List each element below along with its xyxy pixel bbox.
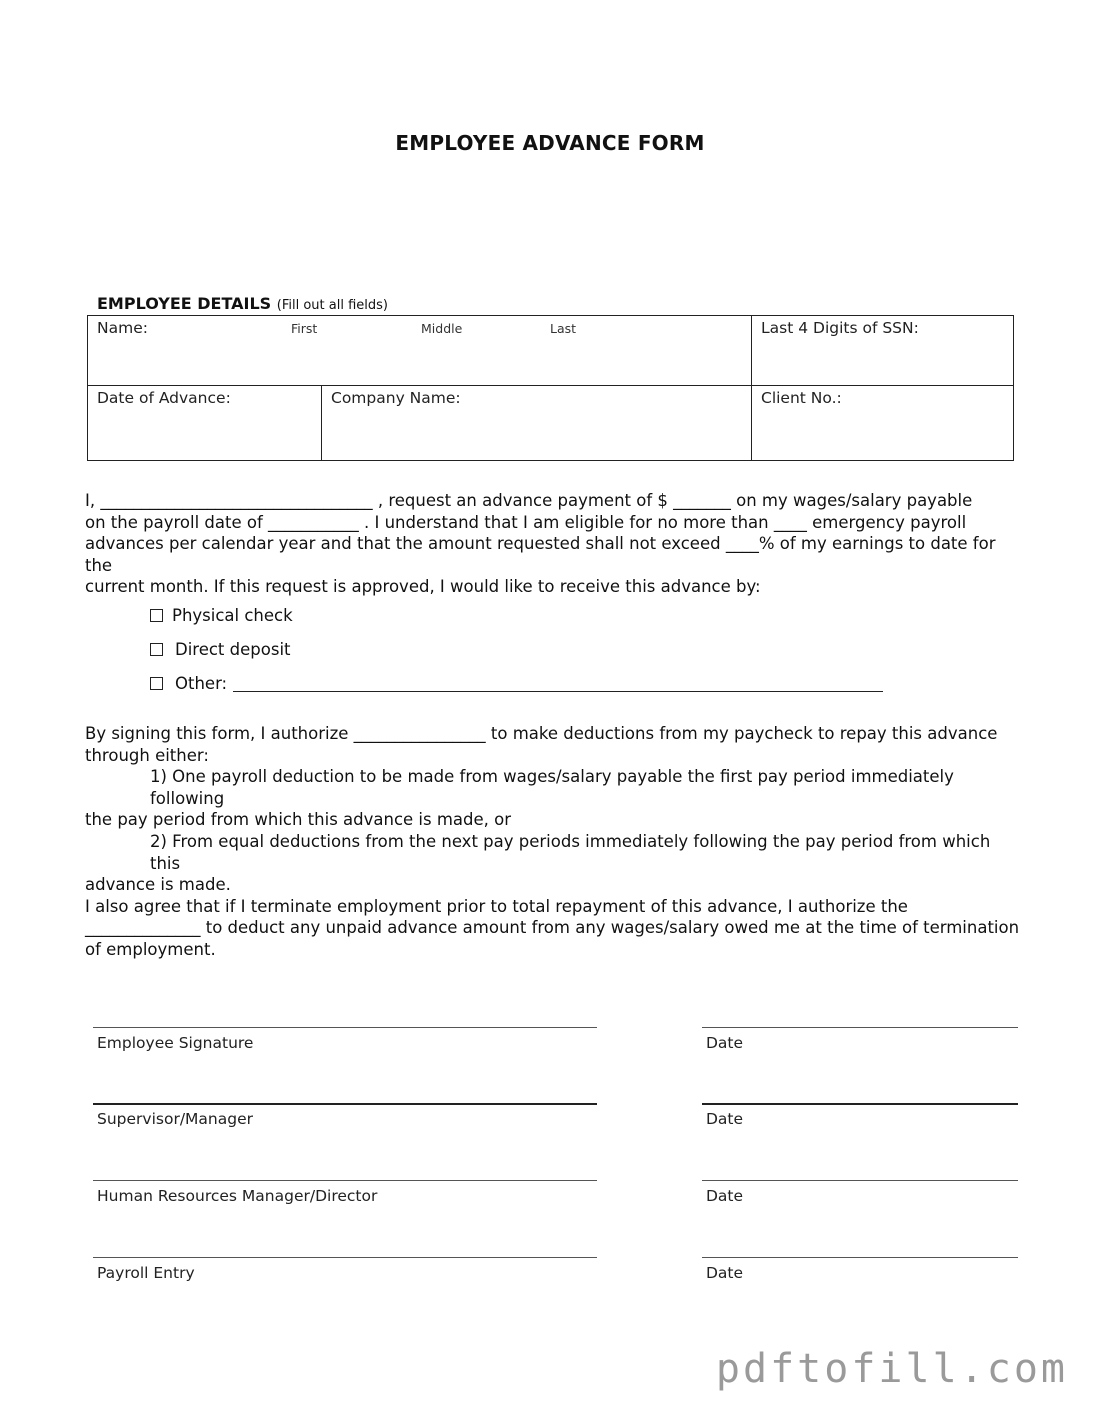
watermark-text: pdftofill.com (715, 1346, 1068, 1392)
name-field[interactable] (87, 315, 752, 386)
request-line: advances per calendar year and that the amount requested shall not exceed ____% of my earnings to date for the (85, 534, 996, 575)
checkbox-icon[interactable] (150, 643, 163, 656)
form-title: EMPLOYEE ADVANCE FORM (395, 131, 705, 155)
payroll-date-line[interactable] (702, 1257, 1018, 1258)
last-name-sublabel: Last (550, 321, 577, 336)
authorization-line: the pay period from which this advance is made, or (85, 810, 512, 830)
date-of-advance-label: Date of Advance: (97, 389, 231, 407)
employee-signature-label: Employee Signature (97, 1034, 254, 1052)
authorization-line: advance is made. (85, 875, 231, 895)
checkbox-icon[interactable] (150, 677, 163, 690)
name-label: Name: (97, 319, 148, 337)
authorization-paragraph (85, 723, 1020, 961)
supervisor-signature-label: Supervisor/Manager (97, 1110, 253, 1128)
request-line: I, _________________________________ , request an advance payment of $ _______ on my wages/salary payable (85, 491, 973, 510)
authorization-line: I also agree that if I terminate employment prior to total repayment of this advance, I authorize the (85, 896, 908, 916)
supervisor-date-line[interactable] (702, 1103, 1018, 1105)
option-other[interactable] (150, 674, 883, 693)
option-label: Direct deposit (175, 640, 291, 659)
request-line: current month. If this request is approved, I would like to receive this advance by: (85, 577, 761, 597)
client-no-field[interactable] (751, 385, 1014, 461)
checkbox-icon[interactable] (150, 609, 163, 622)
payroll-signature-line[interactable] (93, 1257, 597, 1258)
option-direct-deposit[interactable] (150, 640, 291, 659)
authorization-line: 2) From equal deductions from the next pay periods immediately following the pay period from which this (150, 831, 991, 873)
request-line: on the payroll date of ___________ . I understand that I am eligible for no more than ____ emergency payroll (85, 512, 967, 532)
payroll-entry-label: Payroll Entry (97, 1264, 195, 1282)
middle-name-sublabel: Middle (421, 321, 463, 336)
details-heading-note: (Fill out all fields) (276, 298, 388, 313)
first-name-sublabel: First (291, 321, 318, 336)
company-name-field[interactable] (321, 385, 752, 461)
hr-signature-line[interactable] (93, 1180, 597, 1181)
hr-signature-label: Human Resources Manager/Director (97, 1187, 378, 1205)
client-no-label: Client No.: (761, 389, 842, 407)
employee-date-line[interactable] (702, 1027, 1018, 1028)
employee-date-label: Date (706, 1034, 744, 1052)
authorization-line: of employment. (85, 939, 216, 959)
payroll-date-label: Date (706, 1264, 744, 1282)
authorization-line: By signing this form, I authorize ________________ to make deductions from my paycheck to repay this advance (85, 724, 998, 743)
details-heading-text: EMPLOYEE DETAILS (97, 294, 272, 313)
authorization-line: through either: (85, 745, 209, 765)
option-label: Other: (175, 674, 228, 693)
other-fill-line[interactable] (233, 675, 883, 692)
authorization-line: ______________ to deduct any unpaid advance amount from any wages/salary owed me at the time of termination (85, 918, 1020, 938)
supervisor-date-label: Date (706, 1110, 744, 1128)
employee-details-heading (97, 294, 388, 313)
hr-date-label: Date (706, 1187, 744, 1205)
request-paragraph (85, 490, 1020, 598)
supervisor-signature-line[interactable] (93, 1103, 597, 1105)
authorization-line: 1) One payroll deduction to be made from wages/salary payable the first pay period immediately following (150, 767, 954, 808)
hr-date-line[interactable] (702, 1180, 1018, 1181)
employee-signature-line[interactable] (93, 1027, 597, 1028)
option-label: Physical check (172, 606, 293, 625)
option-physical-check[interactable] (150, 606, 293, 625)
date-of-advance-field[interactable] (87, 385, 322, 461)
ssn-label: Last 4 Digits of SSN: (761, 319, 919, 337)
company-name-label: Company Name: (331, 389, 461, 407)
ssn-field[interactable] (751, 315, 1014, 386)
